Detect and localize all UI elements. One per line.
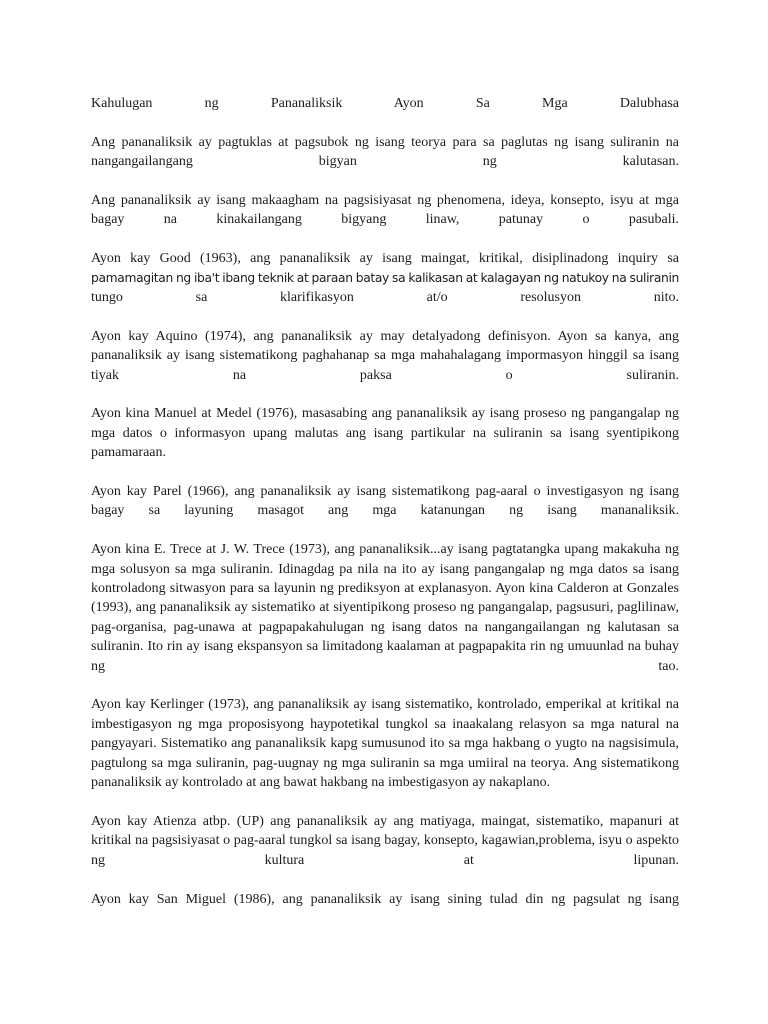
paragraph-kerlinger: Ayon kay Kerlinger (1973), ang pananaliksik ay isang sistematiko, kontrolado, emperikal at kritikal na imbestigasyon ng mga proposisyong haypotetikal tungkol sa inaakalang relasyon sa mga natural na pangyayari. Sistematiko ang pananaliksik kapg sumusunod ito sa mga hakbang o yugto na nagsisimula, pagtulong sa mga suliranin, pag-uugnay ng mga suliranin sa mga umiiral na teorya. Ang sistematikong pananaliksik ay kontrolado at ang bawat hakbang na imbestigasyon ay nakaplano. [91,697,679,791]
document-page [91,94,679,928]
paragraph-good-line-1: Ayon kay Good (1963), ang pananaliksik ay isang maingat, kritikal, disiplinadong inquiry sa [91,251,679,267]
paragraph-manuel-medel: Ayon kina Manuel at Medel (1976), masasabing ang pananaliksik ay isang proseso ng pangangalap ng mga datos o informasyon upang malutas ang isang partikular na suliranin sa isang syentipikong pamamaraan. [91,406,679,461]
paragraph-definition-1: Ang pananaliksik ay pagtuklas at pagsubok ng isang teorya para sa paglutas ng isang suliranin na nangangailangang bigyan ng kalutasan. [91,134,679,170]
paragraph-parel: Ayon kay Parel (1966), ang pananaliksik ay isang sistematikong pag-aaral o investigasyon ng isang bagay sa layuning masagot ang mga katanungan ng isang mananaliksik. [91,484,679,519]
paragraph-good-line-2: pamamagitan ng iba't ibang teknik at paraan batay sa kalikasan at kalagayan ng natukoy na suliranin [91,270,679,285]
paragraph-aquino: Ayon kay Aquino (1974), ang pananaliksik ay may detalyadong definisyon. Ayon sa kanya, ang pananaliksik ay isang sistematikong paghahanap sa mga mahahalagang impormasyon hinggil sa isang tiyak na paksa o suliranin. [91,328,679,383]
paragraph-good-line-3: tungo sa klarifikasyon at/o resolusyon nito. [91,290,679,306]
paragraph-definition-2: Ang pananaliksik ay isang makaagham na pagsisiyasat ng phenomena, ideya, konsepto, isyu at mga bagay na kinakailangang bigyang linaw, patunay o pasubali. [91,193,679,228]
document-title: Kahulugan ng Pananaliksik Ayon Sa Mga Dalubhasa [91,96,679,111]
paragraph-atienza: Ayon kay Atienza atbp. (UP) ang pananaliksik ay ang matiyaga, maingat, sistematiko, mapanuri at kritikal na pagsisiyasat o pag-aaral tungkol sa isang bagay, konsepto, kagawian,problema, isyu o aspekto ng kultura at lipunan. [91,813,679,868]
paragraph-trece: Ayon kina E. Trece at J. W. Trece (1973), ang pananaliksik...ay isang pagtatangka upang makakuha ng mga solusyon sa mga suliranin. Idinagdag pa nila na ito ay isang pangangalap ng mga datos sa isang kontroladong sitwasyon para sa layunin ng prediksyon at explanasyon. Ayon kina Calderon at Gonzales (1993), ang pananaliksik ay sistematiko at siyentipikong proseso ng pangangalap, pagsusuri, paglilinaw, pag-organisa, pag-unawa at pagpapakahulugan ng isang datos na nangangailangan ng kalutasan sa suliranin. Ito rin ay isang ekspansyon sa limitadong kaalaman at pagpapakita rin ng umuunlad na buhay ng tao. [91,542,679,674]
paragraph-good [91,249,679,307]
paragraph-san-miguel: Ayon kay San Miguel (1986), ang pananaliksik ay isang sining tulad din ng pagsulat ng isang [91,891,679,907]
